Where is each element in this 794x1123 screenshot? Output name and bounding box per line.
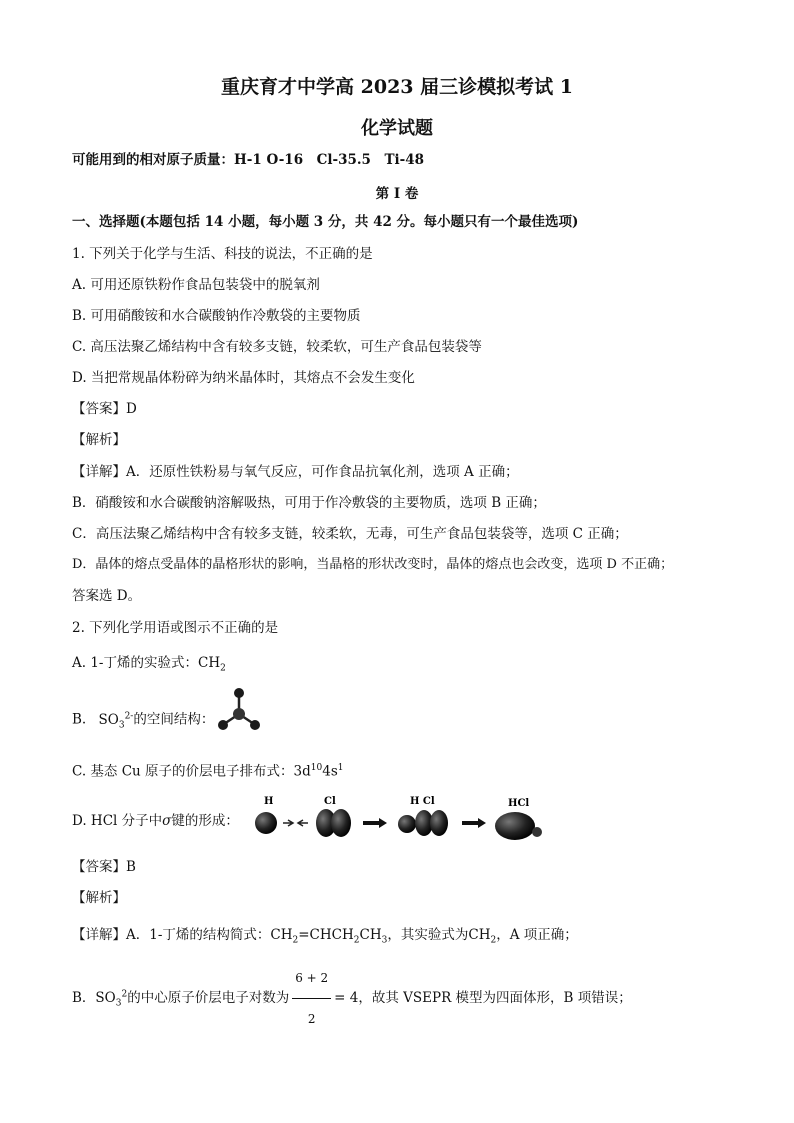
- q2-option-b-prefix: B.: [72, 711, 87, 728]
- q2-option-d-text2: 键的形成：: [171, 813, 239, 829]
- struct-ch2: CH: [270, 927, 293, 943]
- struct-mid: =CHCH: [298, 927, 354, 943]
- q2-option-a-sub: 2: [220, 663, 226, 674]
- q2-detail-a: [72, 926, 578, 950]
- empirical-ch2: CH: [468, 927, 491, 943]
- label-hcl: HCl: [508, 798, 530, 809]
- q1-option-a: A. 可用还原铁粉作食品包装袋中的脱氧剂: [72, 277, 320, 293]
- hcl-small-lobe: [532, 827, 542, 837]
- overlap-h-orbital: [398, 815, 416, 833]
- q2-option-a: [72, 654, 226, 678]
- fraction-denominator: 2: [307, 1012, 316, 1026]
- sulfite-ion: [98, 711, 134, 731]
- q1-detail-d: D．晶体的熔点受晶体的晶格形状的影响，当晶格的形状改变时，晶体的熔点也会改变，选项 D 不正确；: [72, 557, 674, 572]
- q2-option-c-text: C. 基态 Cu 原子的价层电子排布式：: [72, 763, 294, 780]
- sigma-symbol: σ: [162, 813, 172, 829]
- detail-sulfite-charge: 2: [121, 989, 128, 1000]
- struct-sub-1: 2: [292, 935, 299, 946]
- h-s-orbital: [255, 812, 277, 834]
- arrow-2-head-icon: [478, 818, 486, 828]
- q1-detail-a: 【详解】A．还原性铁粉易与氧气反应，可作食品抗氧化剂，选项 A 正确；: [72, 464, 519, 480]
- c-config-4s-exp: 1: [337, 763, 344, 773]
- cl-p-orbital-lobe-2: [331, 809, 351, 837]
- arrow-right-icon: [283, 820, 293, 826]
- q2-option-c: [72, 759, 344, 781]
- fraction-numerator: 6 + 2: [292, 958, 331, 999]
- q2-analysis-label: 【解析】: [72, 890, 126, 906]
- arrow-left-icon: [298, 820, 308, 826]
- detail-sulfite-ion: [95, 989, 128, 1009]
- q2-detail-b-mid: 的中心原子价层电子对数为: [127, 990, 290, 1006]
- q2-detail-a-pre: 【详解】A．1-丁烯的结构简式：: [72, 927, 271, 943]
- q1-answer: 【答案】D: [72, 401, 137, 417]
- label-h: H: [264, 796, 274, 807]
- q1-option-c: C. 高压法聚乙烯结构中含有较多支链，较柔软，可生产食品包装袋等: [72, 339, 482, 355]
- electron-pair-fraction: [292, 958, 331, 1039]
- q2-detail-b-end: ，故其 VSEPR 模型为四面体形，B 项错误；: [358, 990, 632, 1006]
- q2-option-b: [72, 707, 214, 734]
- q2-option-b-text: 的空间结构：: [133, 711, 215, 728]
- q1-option-d: D. 当把常规晶体粉碎为纳米晶体时，其熔点不会发生变化: [72, 370, 415, 386]
- section-heading: 一、选择题(本题包括 14 小题，每小题 3 分，共 42 分。每小题只有一个最佳选项): [72, 214, 579, 230]
- c-config-4s: 4s: [322, 763, 338, 780]
- q1-conclusion: 答案选 D。: [72, 588, 142, 604]
- empirical-sub: 2: [490, 935, 497, 946]
- subject-title: 化学试题: [361, 118, 433, 139]
- arrow-1-head-icon: [379, 818, 387, 828]
- q2-detail-a-post: ，其实验式为: [387, 927, 469, 943]
- hcl-sigma-bond-diagram: [250, 790, 550, 845]
- fraction-result: = 4: [334, 990, 359, 1006]
- q2-option-a-text: A. 1-丁烯的实验式：: [72, 655, 198, 671]
- label-cl: Cl: [324, 796, 336, 807]
- volume-label: 第 I 卷: [375, 186, 419, 202]
- q1-option-b: B. 可用硝酸铵和水合碳酸钠作冷敷袋的主要物质: [72, 308, 361, 324]
- q2-stem: 2. 下列化学用语或图示不正确的是: [72, 620, 279, 636]
- detail-sulfite-symbol: SO: [95, 990, 116, 1006]
- struct-sub-2: 2: [353, 935, 360, 946]
- q1-detail-c: C．高压法聚乙烯结构中含有较多支链，较柔软，无毒，可生产食品包装袋等，选项 C 正确；: [72, 526, 628, 542]
- sulfite-ion-symbol: SO: [98, 711, 119, 728]
- q1-stem: 1. 下列关于化学与生活、科技的说法，不正确的是: [72, 246, 373, 262]
- c-config-3d: 3d: [293, 763, 311, 780]
- q2-detail-b-pre: B．: [72, 990, 96, 1006]
- q2-answer: 【答案】B: [72, 859, 136, 875]
- struct-sub-3: 3: [381, 935, 388, 946]
- q2-option-d-text: D. HCl 分子中: [72, 813, 163, 829]
- hcl-sigma-orbital: [495, 812, 535, 840]
- q2-detail-b: [72, 958, 632, 1039]
- q2-option-a-formula: CH: [197, 655, 221, 671]
- sulfite-ion-charge: 2-: [124, 711, 134, 721]
- atomic-masses: 可能用到的相对原子质量：H-1 O-16 Cl-35.5 Ti-48: [72, 152, 425, 168]
- label-h-cl: H Cl: [410, 796, 435, 807]
- exam-title: 重庆育才中学高 2023 届三诊模拟考试 1: [221, 76, 573, 98]
- q1-detail-b: B．硝酸铵和水合碳酸钠溶解吸热，可用于作冷敷袋的主要物质，选项 B 正确；: [72, 495, 546, 511]
- detail-sulfite-sub: 3: [115, 998, 122, 1009]
- q2-detail-a-end: ，A 项正确；: [496, 927, 578, 943]
- q2-option-d: [72, 812, 239, 830]
- struct-ch3: CH: [359, 927, 382, 943]
- overlap-cl-lobe-2: [430, 810, 448, 836]
- trigonal-pyramid-model-icon: [216, 684, 264, 736]
- c-config-3d-exp: 10: [310, 763, 323, 773]
- sulfite-ion-sub: 3: [118, 720, 125, 731]
- q1-analysis-label: 【解析】: [72, 432, 126, 448]
